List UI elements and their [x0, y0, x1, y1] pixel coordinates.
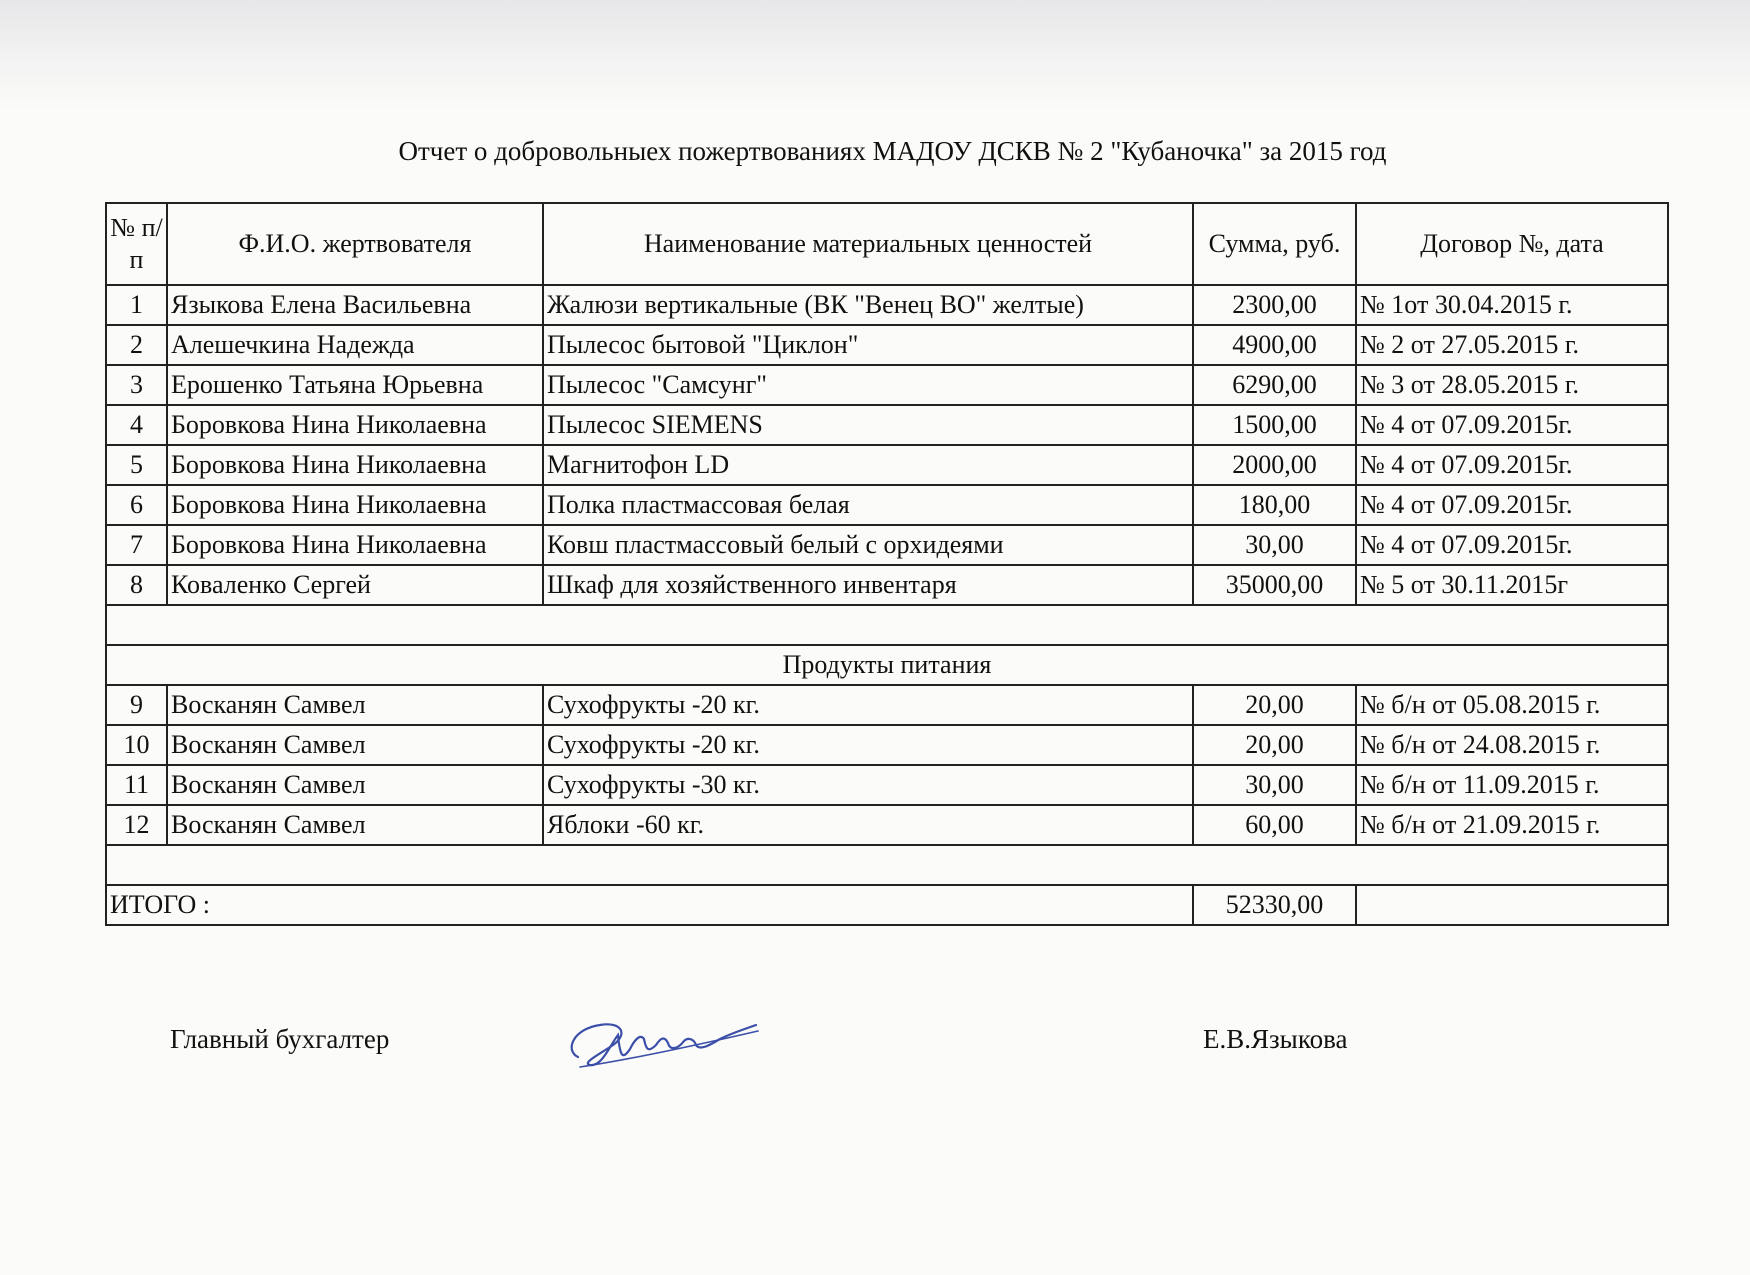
row-item: Пылесос SIEMENS	[543, 405, 1193, 445]
table-row	[106, 685, 1668, 725]
row-donor: Боровкова Нина Николаевна	[167, 525, 543, 565]
header-donor: Ф.И.О. жертвователя	[167, 203, 543, 285]
row-sum: 30,00	[1193, 525, 1356, 565]
table-row	[106, 365, 1668, 405]
table-row	[106, 765, 1668, 805]
signer-position: Главный бухгалтер	[170, 1024, 390, 1054]
row-num: 7	[106, 525, 167, 565]
table-row	[106, 405, 1668, 445]
row-contract: № 4 от 07.09.2015г.	[1356, 525, 1668, 565]
row-contract: № 1от 30.04.2015 г.	[1356, 285, 1668, 325]
empty-row	[106, 845, 1668, 885]
total-sum: 52330,00	[1193, 885, 1356, 925]
row-sum: 2000,00	[1193, 445, 1356, 485]
row-sum: 35000,00	[1193, 565, 1356, 605]
row-item: Яблоки -60 кг.	[543, 805, 1193, 845]
header-contract: Договор №, дата	[1356, 203, 1668, 285]
row-item: Пылесос бытовой "Циклон"	[543, 325, 1193, 365]
signature-mark	[560, 1005, 760, 1085]
section-row	[106, 645, 1668, 685]
row-donor: Восканян Самвел	[167, 765, 543, 805]
row-donor: Восканян Самвел	[167, 725, 543, 765]
row-donor: Боровкова Нина Николаевна	[167, 485, 543, 525]
row-contract: № б/н от 24.08.2015 г.	[1356, 725, 1668, 765]
row-sum: 1500,00	[1193, 405, 1356, 445]
row-num: 12	[106, 805, 167, 845]
row-num: 1	[106, 285, 167, 325]
table-row	[106, 805, 1668, 845]
row-donor: Боровкова Нина Николаевна	[167, 405, 543, 445]
row-num: 9	[106, 685, 167, 725]
row-num: 5	[106, 445, 167, 485]
row-contract: № 5 от 30.11.2015г	[1356, 565, 1668, 605]
row-num: 8	[106, 565, 167, 605]
row-sum: 30,00	[1193, 765, 1356, 805]
row-num: 10	[106, 725, 167, 765]
row-item: Сухофрукты -30 кг.	[543, 765, 1193, 805]
document-title: Отчет о добровольныех пожертвованиях МАДОУ ДСКВ № 2 "Кубаночка" за 2015 год	[398, 136, 1387, 166]
row-contract: № 4 от 07.09.2015г.	[1356, 485, 1668, 525]
row-item: Сухофрукты -20 кг.	[543, 685, 1193, 725]
table-row	[106, 565, 1668, 605]
row-item: Полка пластмассовая белая	[543, 485, 1193, 525]
row-donor: Ерошенко Татьяна Юрьевна	[167, 365, 543, 405]
row-sum: 6290,00	[1193, 365, 1356, 405]
empty-cell	[106, 605, 1668, 645]
row-item: Ковш пластмассовый белый с орхидеями	[543, 525, 1193, 565]
row-item: Магнитофон LD	[543, 445, 1193, 485]
row-contract: № б/н от 11.09.2015 г.	[1356, 765, 1668, 805]
row-contract: № 2 от 27.05.2015 г.	[1356, 325, 1668, 365]
row-contract: № 4 от 07.09.2015г.	[1356, 445, 1668, 485]
table-header-row	[106, 203, 1668, 285]
row-item: Пылесос "Самсунг"	[543, 365, 1193, 405]
section-food-label: Продукты питания	[106, 645, 1668, 685]
row-donor: Алешечкина Надежда	[167, 325, 543, 365]
row-num: 11	[106, 765, 167, 805]
row-sum: 20,00	[1193, 685, 1356, 725]
row-sum: 20,00	[1193, 725, 1356, 765]
row-donor: Языкова Елена Васильевна	[167, 285, 543, 325]
table-row	[106, 285, 1668, 325]
empty-cell	[106, 845, 1668, 885]
row-sum: 2300,00	[1193, 285, 1356, 325]
header-sum: Сумма, руб.	[1193, 203, 1356, 285]
row-contract: № 3 от 28.05.2015 г.	[1356, 365, 1668, 405]
row-item: Жалюзи вертикальные (ВК "Венец ВО" желтые)	[543, 285, 1193, 325]
empty-row	[106, 605, 1668, 645]
row-num: 4	[106, 405, 167, 445]
scan-edge-shading	[0, 0, 1750, 110]
total-label: ИТОГО :	[106, 885, 1193, 925]
table-row	[106, 525, 1668, 565]
row-donor: Восканян Самвел	[167, 805, 543, 845]
table-row	[106, 325, 1668, 365]
row-donor: Боровкова Нина Николаевна	[167, 445, 543, 485]
total-row	[106, 885, 1668, 925]
row-contract: № б/н от 21.09.2015 г.	[1356, 805, 1668, 845]
row-item: Сухофрукты -20 кг.	[543, 725, 1193, 765]
row-contract: № б/н от 05.08.2015 г.	[1356, 685, 1668, 725]
row-sum: 180,00	[1193, 485, 1356, 525]
row-sum: 4900,00	[1193, 325, 1356, 365]
row-num: 2	[106, 325, 167, 365]
row-donor: Коваленко Сергей	[167, 565, 543, 605]
row-sum: 60,00	[1193, 805, 1356, 845]
row-item: Шкаф для хозяйственного инвентаря	[543, 565, 1193, 605]
table-row	[106, 725, 1668, 765]
donations-table	[105, 202, 1669, 926]
total-empty-cell	[1356, 885, 1668, 925]
row-num: 6	[106, 485, 167, 525]
row-contract: № 4 от 07.09.2015г.	[1356, 405, 1668, 445]
header-num: № п/п	[106, 203, 167, 285]
signer-name: Е.В.Языкова	[1203, 1024, 1348, 1054]
row-num: 3	[106, 365, 167, 405]
table-row	[106, 485, 1668, 525]
row-donor: Восканян Самвел	[167, 685, 543, 725]
table-row	[106, 445, 1668, 485]
header-item: Наименование материальных ценностей	[543, 203, 1193, 285]
